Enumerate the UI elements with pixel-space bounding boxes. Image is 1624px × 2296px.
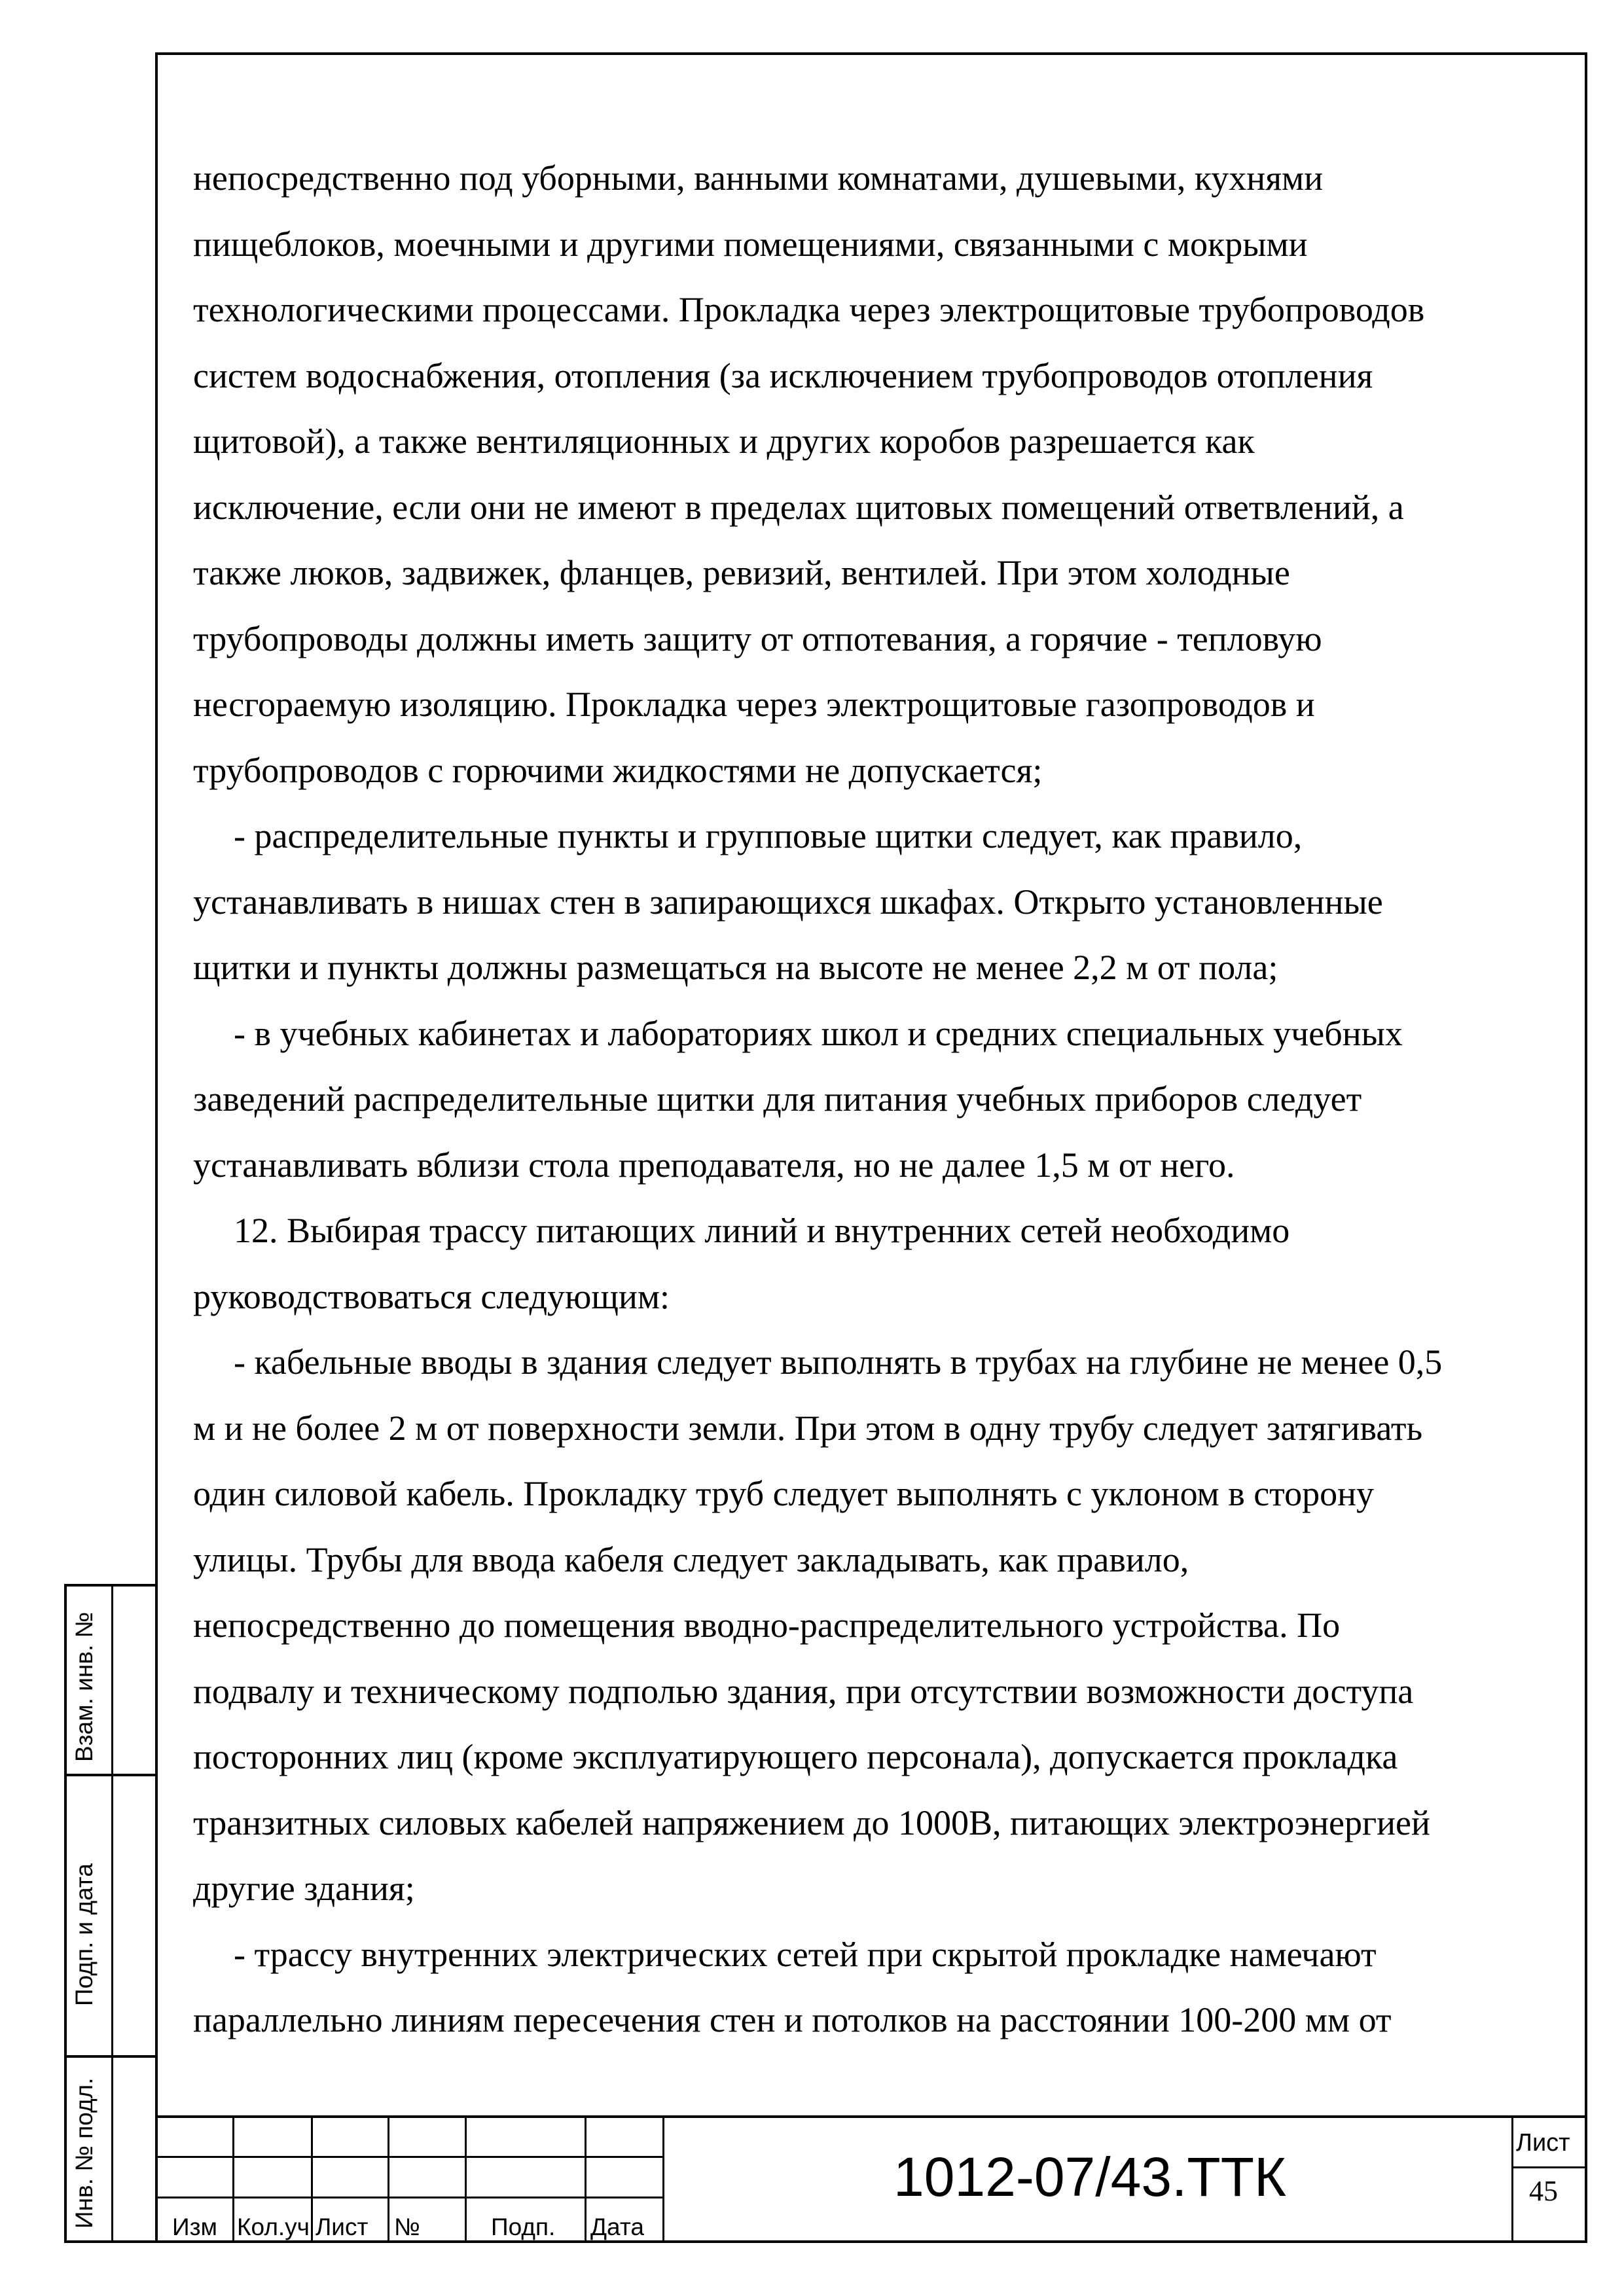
text-line: улицы. Трубы для ввода кабеля следует закладывать, как правило, — [193, 1539, 1189, 1579]
text-line: также люков, задвижек, фланцев, ревизий, вентилей. При этом холодные — [193, 553, 1290, 592]
text-line: пищеблоков, моечными и другими помещениями, связанными с мокрыми — [193, 224, 1308, 264]
side-label-podp-data: Подп. и дата — [71, 1863, 98, 2006]
text-line: щитовой), а также вентиляционных и других коробов разрешается как — [193, 422, 1255, 461]
text-line: транзитных силовых кабелей напряжением до 1000В, питающих электроэнергией — [193, 1803, 1430, 1842]
sheet-label: Лист — [1516, 2129, 1570, 2157]
text-line: параллельно линиям пересечения стен и потолков на расстоянии 100-200 мм от — [193, 2000, 1392, 2039]
text-line: технологическими процессами. Прокладка через электрощитовые трубопроводов — [193, 290, 1425, 329]
text-line: подвалу и техническому подполью здания, при отсутствии возможности доступа — [193, 1671, 1414, 1711]
text-line: исключение, если они не имеют в пределах щитовых помещений ответвлений, а — [193, 487, 1404, 527]
text-line: один силовой кабель. Прокладку труб следует выполнять с уклоном в сторону — [193, 1474, 1374, 1513]
column-kol-uch: Кол.уч — [237, 2214, 310, 2240]
text-line: посторонних лиц (кроме эксплуатирующего персонала), допускается прокладка — [193, 1737, 1398, 1776]
text-line: заведений распределительные щитки для питания учебных приборов следует — [193, 1079, 1362, 1119]
text-line: - трассу внутренних электрических сетей при скрытой прокладке намечают — [234, 1934, 1377, 1974]
text-line: щитки и пункты должны размещаться на высоте не менее 2,2 м от пола; — [193, 948, 1278, 987]
text-line: непосредственно под уборными, ванными комнатами, душевыми, кухнями — [193, 158, 1324, 198]
side-label-vzam-inv: Взам. инв. № — [71, 1611, 98, 1762]
text-line: непосредственно до помещения вводно-распределительного устройства. По — [193, 1605, 1341, 1645]
text-line: трубопроводов с горючими жидкостями не допускается; — [193, 750, 1043, 790]
text-line: другие здания; — [193, 1869, 415, 1908]
text-line: устанавливать вблизи стола преподавателя, но не далее 1,5 м от него. — [193, 1145, 1235, 1185]
text-line: несгораемую изоляцию. Прокладка через электрощитовые газопроводов и — [193, 685, 1315, 724]
text-line: руководствоваться следующим: — [193, 1276, 670, 1316]
text-line: 12. Выбирая трассу питающих линий и внутренних сетей необходимо — [234, 1211, 1290, 1250]
column-number: № — [394, 2214, 420, 2240]
side-label-inv-podl: Инв. № подл. — [71, 2077, 98, 2229]
column-podp: Подп. — [491, 2214, 556, 2240]
column-data: Дата — [590, 2214, 644, 2240]
text-line: - кабельные вводы в здания следует выполнять в трубах на глубине не менее 0,5 — [234, 1342, 1443, 1382]
text-line: - распределительные пункты и групповые щитки следует, как правило, — [234, 816, 1303, 855]
column-list: Лист — [316, 2214, 369, 2240]
title-block — [155, 2115, 1587, 2243]
text-line: м и не более 2 м от поверхности земли. При этом в одну трубу следует затягивать — [193, 1408, 1423, 1448]
text-line: трубопроводы должны иметь защиту от отпотевания, а горячие - тепловую — [193, 619, 1322, 658]
text-line: устанавливать в нишах стен в запирающихся шкафах. Открыто установленные — [193, 882, 1383, 922]
text-line: систем водоснабжения, отопления (за исключением трубопроводов отопления — [193, 355, 1373, 395]
document-code: 1012-07/43.ТТК — [893, 2146, 1286, 2208]
document-body — [193, 145, 1561, 2053]
column-izm: Изм — [172, 2214, 217, 2240]
text-line: - в учебных кабинетах и лабораториях школ и средних специальных учебных — [234, 1013, 1403, 1053]
sheet-number: 45 — [1529, 2175, 1558, 2207]
